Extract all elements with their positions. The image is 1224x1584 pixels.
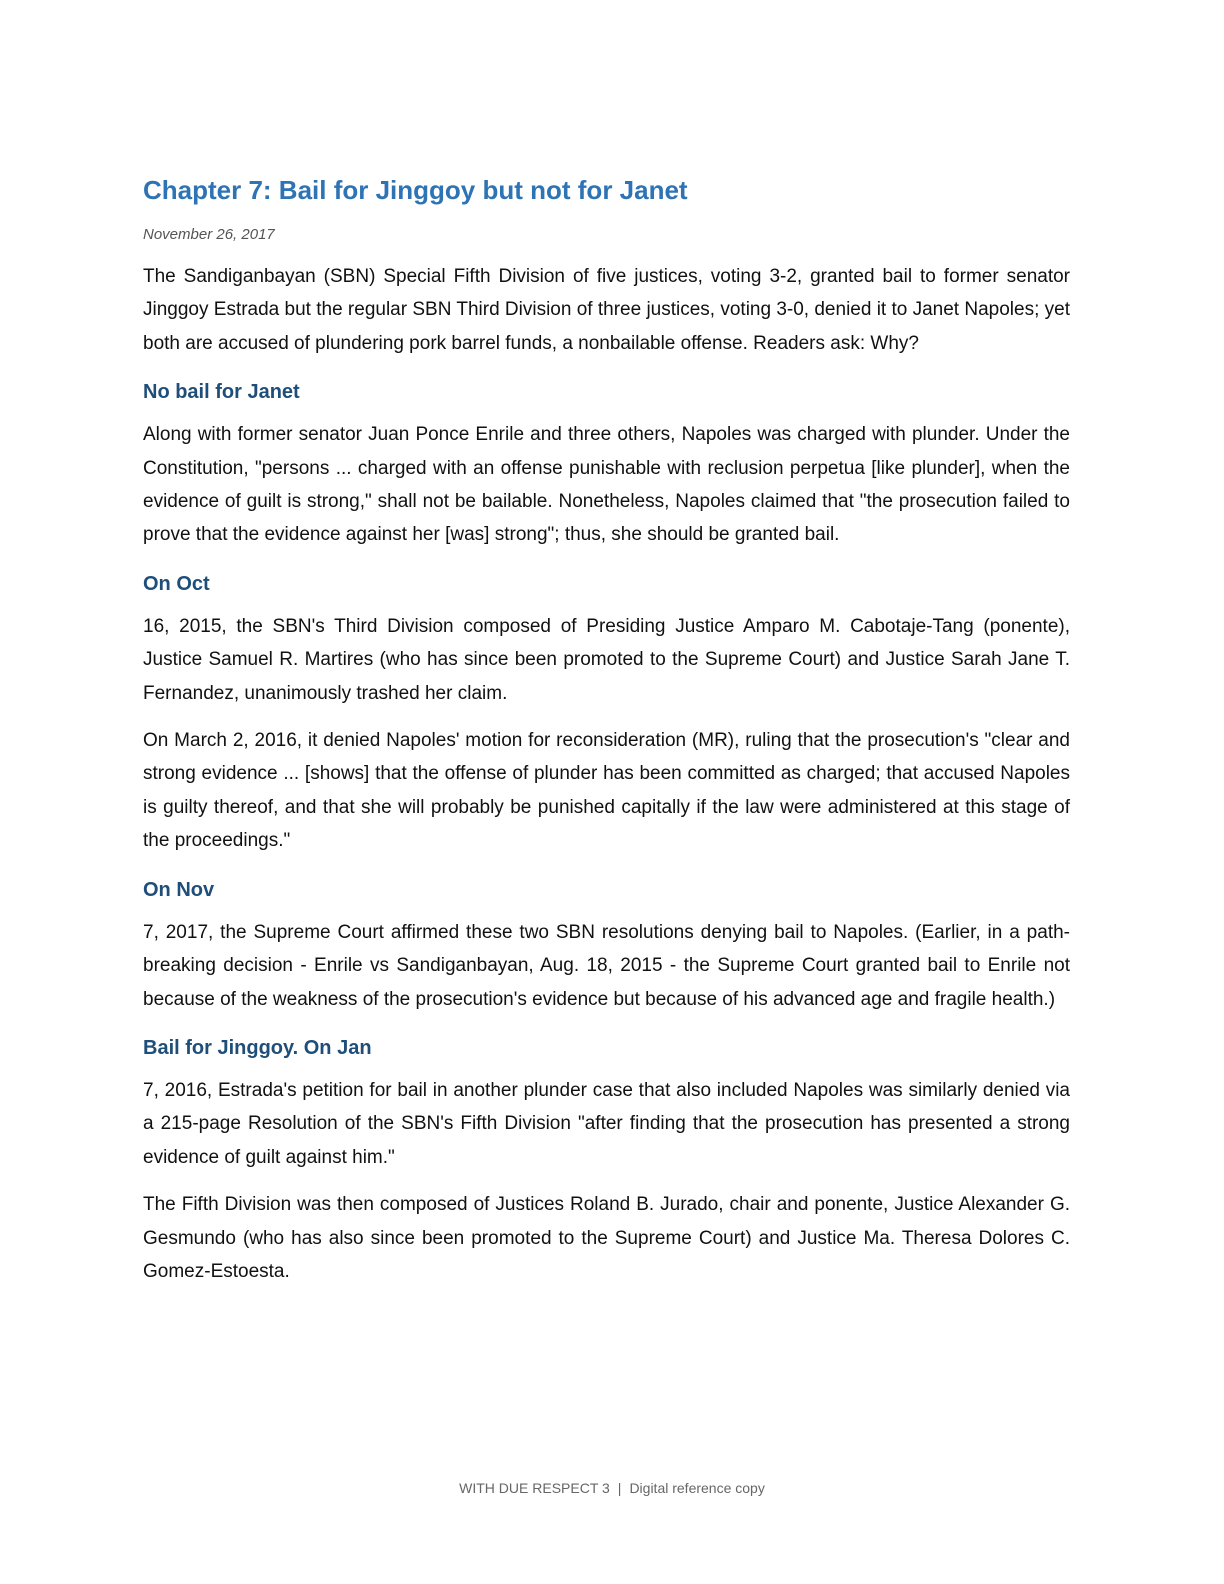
section-paragraph: 7, 2017, the Supreme Court affirmed these two SBN resolutions denying bail to Napoles. (Earlier, in a path-breaking decision - Enrile vs Sandiganbayan, Aug. 18, 2015 - the Supreme Court granted bail to Enrile not because of the weakness of the prosecution's evidence but because of his advanced age and fragile health.)	[143, 921, 1070, 1010]
chapter-title: Chapter 7: Bail for Jinggoy but not for Janet	[143, 175, 688, 205]
section-heading: On Oct	[143, 572, 210, 595]
section-paragraph: Along with former senator Juan Ponce Enrile and three others, Napoles was charged with plunder. Under the Constitution, "persons ... charged with an offense punishable with reclusion perpetua [like plunder], when the evidence of guilt is strong," shall not be bailable. Nonetheless, Napoles claimed that "the prosecution failed to prove that the evidence against her [was] strong"; thus, she should be granted bail.	[143, 424, 1070, 546]
footer-separator: |	[617, 1480, 622, 1496]
page-content	[143, 168, 1070, 1302]
section-heading: No bail for Janet	[143, 381, 300, 404]
section-paragraph: 7, 2016, Estrada's petition for bail in another plunder case that also included Napoles was similarly denied via a 215-page Resolution of the SBN's Fifth Division "after finding that the prosecution has presented a strong evidence of guilt against him."	[143, 1079, 1070, 1168]
section-heading: On Nov	[143, 878, 215, 901]
section-heading: Bail for Jinggoy. On Jan	[143, 1036, 372, 1059]
section-on-nov	[143, 876, 1070, 1016]
publication-date: November 26, 2017	[143, 226, 275, 243]
section-bail-for-jinggoy	[143, 1034, 1070, 1288]
section-paragraph: The Fifth Division was then composed of Justices Roland B. Jurado, chair and ponente, Justice Alexander G. Gesmundo (who has also since been promoted to the Supreme Court) and Justice Ma. Theresa Dolores C. Gomez-Estoesta.	[143, 1194, 1070, 1282]
footer-copy-note: Digital reference copy	[629, 1480, 765, 1496]
footer-running-title: WITH DUE RESPECT 3	[459, 1480, 610, 1496]
section-no-bail-for-janet	[143, 378, 1070, 552]
page-footer	[0, 1478, 1224, 1498]
section-paragraph: On March 2, 2016, it denied Napoles' motion for reconsideration (MR), ruling that the prosecution's "clear and strong evidence ... [shows] that the offense of plunder has been committed as charged; that accused Napoles is guilty thereof, and that she will probably be punished capitally if the law were administered at this stage of the proceedings."	[143, 730, 1070, 852]
section-on-oct	[143, 570, 1070, 858]
intro-paragraph: The Sandiganbayan (SBN) Special Fifth Division of five justices, voting 3-2, granted bail to former senator Jinggoy Estrada but the regular SBN Third Division of three justices, voting 3-0, denied it to Janet Napoles; yet both are accused of plundering pork barrel funds, a nonbailable offense. Readers ask: Why?	[143, 266, 1070, 354]
section-paragraph: 16, 2015, the SBN's Third Division composed of Presiding Justice Amparo M. Cabotaje-Tang (ponente), Justice Samuel R. Martires (who has since been promoted to the Supreme Court) and Justice Sarah Jane T. Fernandez, unanimously trashed her claim.	[143, 615, 1070, 704]
